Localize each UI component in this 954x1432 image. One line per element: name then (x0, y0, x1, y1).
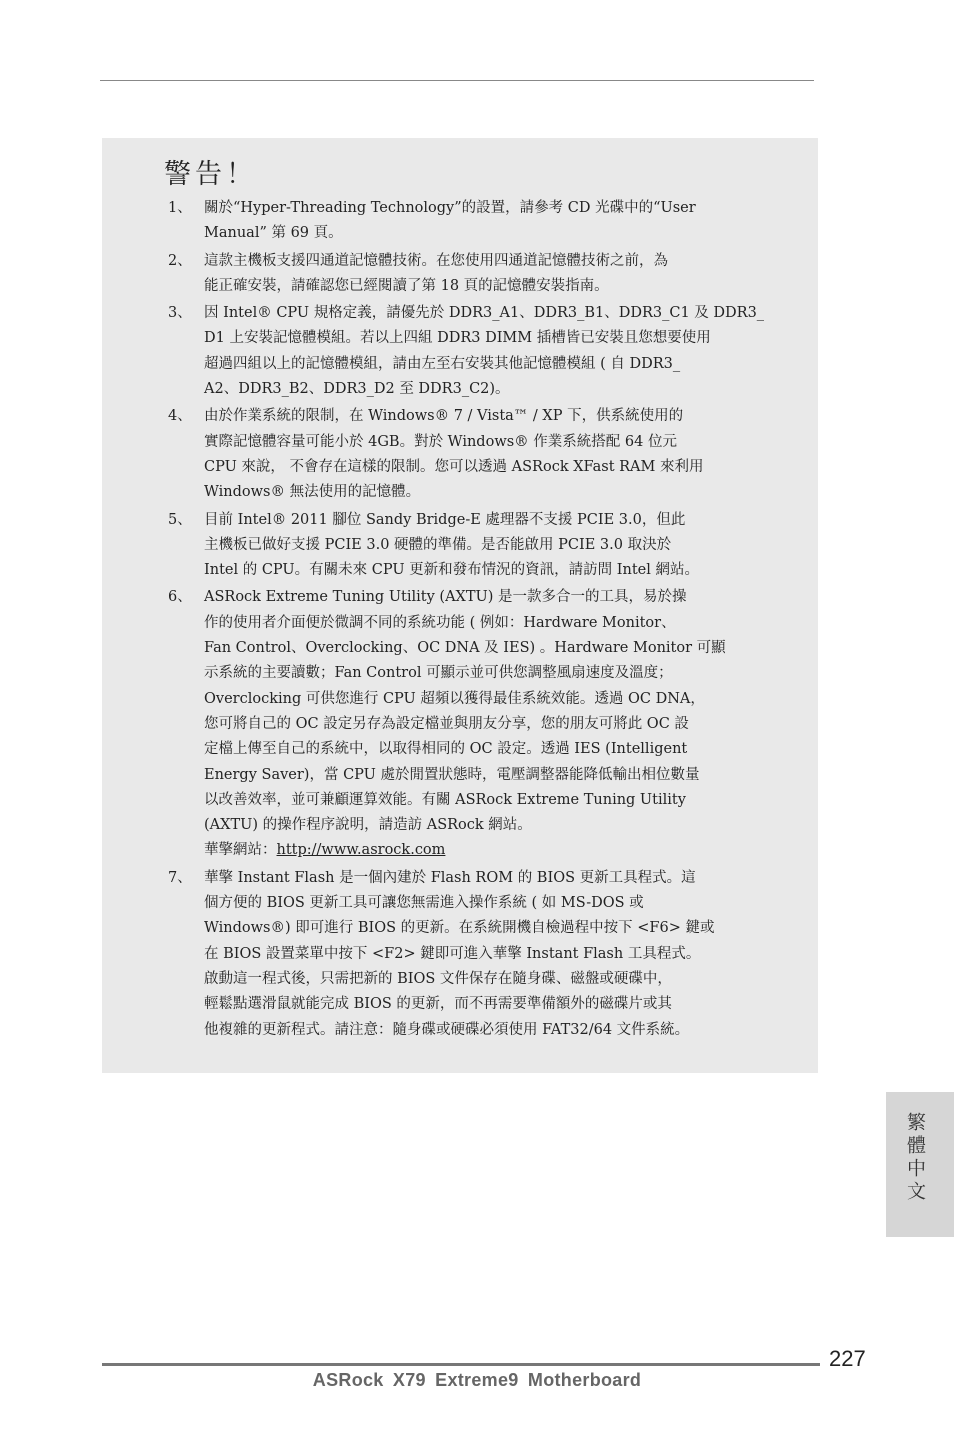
language-tab-label: 繁體中文 (904, 1112, 926, 1204)
item-text (204, 866, 758, 1043)
text-line: 這款主機板支援四通道記憶體技術。在您使用四通道記憶體技術之前，為 (204, 252, 668, 269)
text-line: Energy Saver)，當 CPU 處於閒置狀態時，電壓調整器能降低輸出相位數量 (204, 766, 700, 783)
text-line: Windows® 無法使用的記憶體。 (204, 484, 421, 501)
list-item (168, 249, 758, 300)
text-line: 因 Intel® CPU 規格定義，請優先於 DDR3_A1、DDR3_B1、DDR3_C1 及 DDR3_ (204, 305, 765, 322)
text-line: 以改善效率，並可兼顧運算效能。有關 ASRock Extreme Tuning Utility (204, 791, 686, 808)
text-line: 輕鬆點選滑鼠就能完成 BIOS 的更新，而不再需要準備額外的磁碟片或其 (204, 996, 672, 1013)
website-line (204, 838, 758, 863)
item-text (204, 508, 758, 584)
list-item (168, 585, 758, 863)
text-line: Windows®) 即可進行 BIOS 的更新。在系統開機自檢過程中按下 <F6> 鍵或 (204, 920, 715, 937)
warning-list (168, 196, 765, 1045)
text-line: 主機板已做好支援 PCIE 3.0 硬體的準備。是否能啟用 PCIE 3.0 取決於 (204, 536, 672, 553)
text-line: 實際記憶體容量可能小於 4GB。對於 Windows® 作業系統搭配 64 位元 (204, 433, 677, 450)
text-line: 關於“Hyper-Threading Technology”的設置，請參考 CD 光碟中的“User (204, 200, 696, 216)
footer-title: ASRock X79 Extreme9 Motherboard (312, 1370, 642, 1390)
list-item (168, 301, 765, 402)
text-line: Manual” 第 69 頁。 (204, 225, 343, 242)
text-line: 華擎 Instant Flash 是一個內建於 Flash ROM 的 BIOS 更新工具程式。這 (204, 869, 696, 886)
item-number: 6、 (168, 589, 192, 606)
item-number: 1、 (168, 200, 192, 216)
text-line: 能正確安裝，請確認您已經閱讀了第 18 頁的記憶體安裝指南。 (204, 277, 609, 294)
list-item (168, 866, 758, 1043)
list-item (168, 508, 758, 584)
text-line: Fan Control、Overclocking、OC DNA 及 IES) 。Hardware Monitor 可顯 (204, 640, 726, 657)
item-number: 2、 (168, 252, 192, 269)
footer-rule (102, 1363, 820, 1366)
warning-box (102, 138, 818, 1073)
page-number: 227 (829, 1346, 866, 1371)
text-line: 在 BIOS 設置菜單中按下 <F2> 鍵即可進入華擎 Instant Flash 工具程式。 (204, 945, 701, 962)
top-rule (100, 80, 814, 81)
text-line: 示系統的主要讀數；Fan Control 可顯示並可供您調整風扇速度及溫度； (204, 665, 673, 682)
text-line: Overclocking 可供您進行 CPU 超頻以獲得最佳系統效能。透過 OC DNA， (204, 690, 705, 707)
text-line: ASRock Extreme Tuning Utility (AXTU) 是一款多合一的工具，易於操 (204, 589, 687, 606)
text-line: D1 上安裝記憶體模組。若以上四組 DDR3 DIMM 插槽皆已安裝且您想要使用 (204, 330, 711, 347)
item-text (204, 404, 758, 505)
item-text (204, 585, 758, 863)
text-line: Intel 的 CPU。有關未來 CPU 更新和發布情況的資訊，請訪問 Intel 網站。 (204, 562, 700, 579)
text-line: CPU 來說， 不會存在這樣的限制。您可以透過 ASRock XFast RAM 來利用 (204, 458, 704, 475)
item-text (204, 249, 758, 300)
website-link[interactable]: http://www.asrock.com (276, 842, 446, 859)
text-line: 他複雜的更新程式。請注意：隨身碟或硬碟必須使用 FAT32/64 文件系統。 (204, 1021, 690, 1038)
text-line: (AXTU) 的操作程序說明，請造訪 ASRock 網站。 (204, 817, 532, 834)
list-item (168, 404, 758, 505)
text-line: 啟動這一程式後，只需把新的 BIOS 文件保存在隨身碟、磁盤或硬碟中， (204, 970, 672, 987)
item-text (204, 301, 765, 402)
website-label: 華擎網站： (204, 842, 277, 859)
text-line: A2、DDR3_B2、DDR3_D2 至 DDR3_C2)。 (204, 381, 510, 398)
item-number: 4、 (168, 408, 192, 425)
item-number: 7、 (168, 869, 192, 886)
text-line: 目前 Intel® 2011 腳位 Sandy Bridge-E 處理器不支援 PCIE 3.0，但此 (204, 511, 686, 528)
item-number: 5、 (168, 511, 192, 528)
list-item (168, 196, 758, 247)
item-number: 3、 (168, 305, 192, 322)
text-line: 個方便的 BIOS 更新工具可讓您無需進入操作系統 ( 如 MS-DOS 或 (204, 895, 644, 912)
text-line: 超過四組以上的記憶體模組，請由左至右安裝其他記憶體模組 ( 自 DDR3_ (204, 355, 681, 372)
text-line: 作的使用者介面便於微調不同的系統功能 ( 例如：Hardware Monitor、 (204, 614, 676, 631)
text-line: 定檔上傳至自己的系統中，以取得相同的 OC 設定。透過 IES (Intelligent (204, 741, 688, 758)
language-tab (886, 1092, 954, 1237)
item-text (204, 196, 758, 247)
text-line: 您可將自己的 OC 設定另存為設定檔並與朋友分享，您的朋友可將此 OC 設 (204, 715, 689, 732)
text-line: 由於作業系統的限制，在 Windows® 7 / Vista™ / XP 下，供系統使用的 (204, 408, 684, 425)
warning-title: 警告！ (164, 159, 257, 190)
